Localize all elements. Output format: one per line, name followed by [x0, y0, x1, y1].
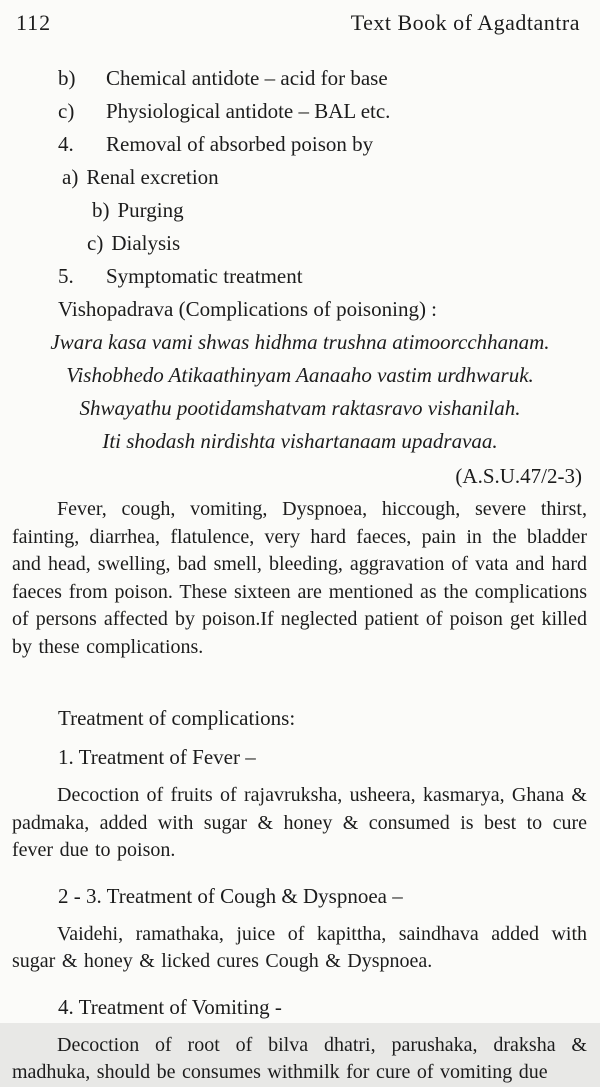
list-item-label: c) — [87, 231, 104, 255]
verse-line: Vishobhedo Atikaathinyam Aanaaho vastim urdhwaruk. — [66, 363, 534, 387]
list-item — [58, 95, 600, 128]
list-item-text: Renal excretion — [86, 165, 219, 189]
list-item — [58, 62, 600, 95]
list-item-text: Removal of absorbed poison by — [106, 132, 374, 156]
list-item-label: a) — [62, 165, 79, 189]
list-item-label: c) — [58, 99, 75, 123]
list-item-text: Chemical antidote – acid for base — [106, 66, 388, 90]
list-item — [62, 161, 600, 194]
treatment-section-heading: 4. Treatment of Vomiting - — [58, 994, 282, 1019]
sanskrit-verse — [0, 326, 600, 458]
outline-list — [0, 62, 600, 293]
treatment-section-heading: 1. Treatment of Fever – — [58, 745, 256, 769]
list-item-text: Symptomatic treatment — [106, 264, 303, 288]
list-item — [87, 227, 600, 260]
treatment-heading: Treatment of complications: — [58, 706, 296, 730]
treatment-section-body: Vaidehi, ramathaka, juice of kapittha, saindhava added with sugar & honey & licked cures Cough & Dyspnoea. — [12, 922, 587, 972]
complications-heading: Vishopadrava (Complications of poisoning) : — [58, 297, 438, 321]
page-number: 112 — [16, 10, 52, 35]
section-gap — [0, 661, 600, 705]
complications-paragraph: Fever, cough, vomiting, Dyspnoea, hiccough, severe thirst, fainting, diarrhea, flatulence, very hard faeces, pain in the bladder and head, swelling, bad smell, bleeding, aggravation of vata and hard faeces from poison. These sixteen are mentioned as the complications of persons affected by poison.If neglected patient of poison get killed by these complications. — [12, 498, 587, 658]
treatment-section-heading: 2 - 3. Treatment of Cough & Dyspnoea – — [58, 883, 403, 908]
list-item — [92, 194, 600, 227]
running-title: Text Book of Agadtantra — [350, 10, 580, 35]
treatment-section-body: Decoction of root of bilva dhatri, parushaka, draksha & madhuka, should be consumes withmilk for cure of vomiting due — [12, 1033, 587, 1083]
list-item — [58, 128, 600, 161]
verse-line: Shwayathu pootidamshatvam raktasravo vishanilah. — [79, 396, 521, 420]
list-item-label: b) — [58, 66, 76, 90]
list-item-label: 5. — [58, 264, 74, 288]
list-item-label: 4. — [58, 132, 74, 156]
treatment-section-body: Decoction of fruits of rajavruksha, usheera, kasmarya, Ghana & padmaka, added with sugar & honey & consumed is best to cure fever due to poison. — [12, 784, 587, 861]
verse-line: Jwara kasa vami shwas hidhma trushna atimoorcchhanam. — [50, 330, 550, 354]
list-item-label: b) — [92, 198, 110, 222]
running-head — [0, 0, 600, 36]
list-item — [58, 260, 600, 293]
list-item-text: Physiological antidote – BAL etc. — [106, 99, 391, 123]
verse-line: Iti shodash nirdishta vishartanaam upadravaa. — [102, 429, 498, 453]
list-item-text: Purging — [117, 198, 184, 222]
list-item-text: Dialysis — [111, 231, 181, 255]
verse-citation: (A.S.U.47/2-3) — [455, 464, 582, 488]
